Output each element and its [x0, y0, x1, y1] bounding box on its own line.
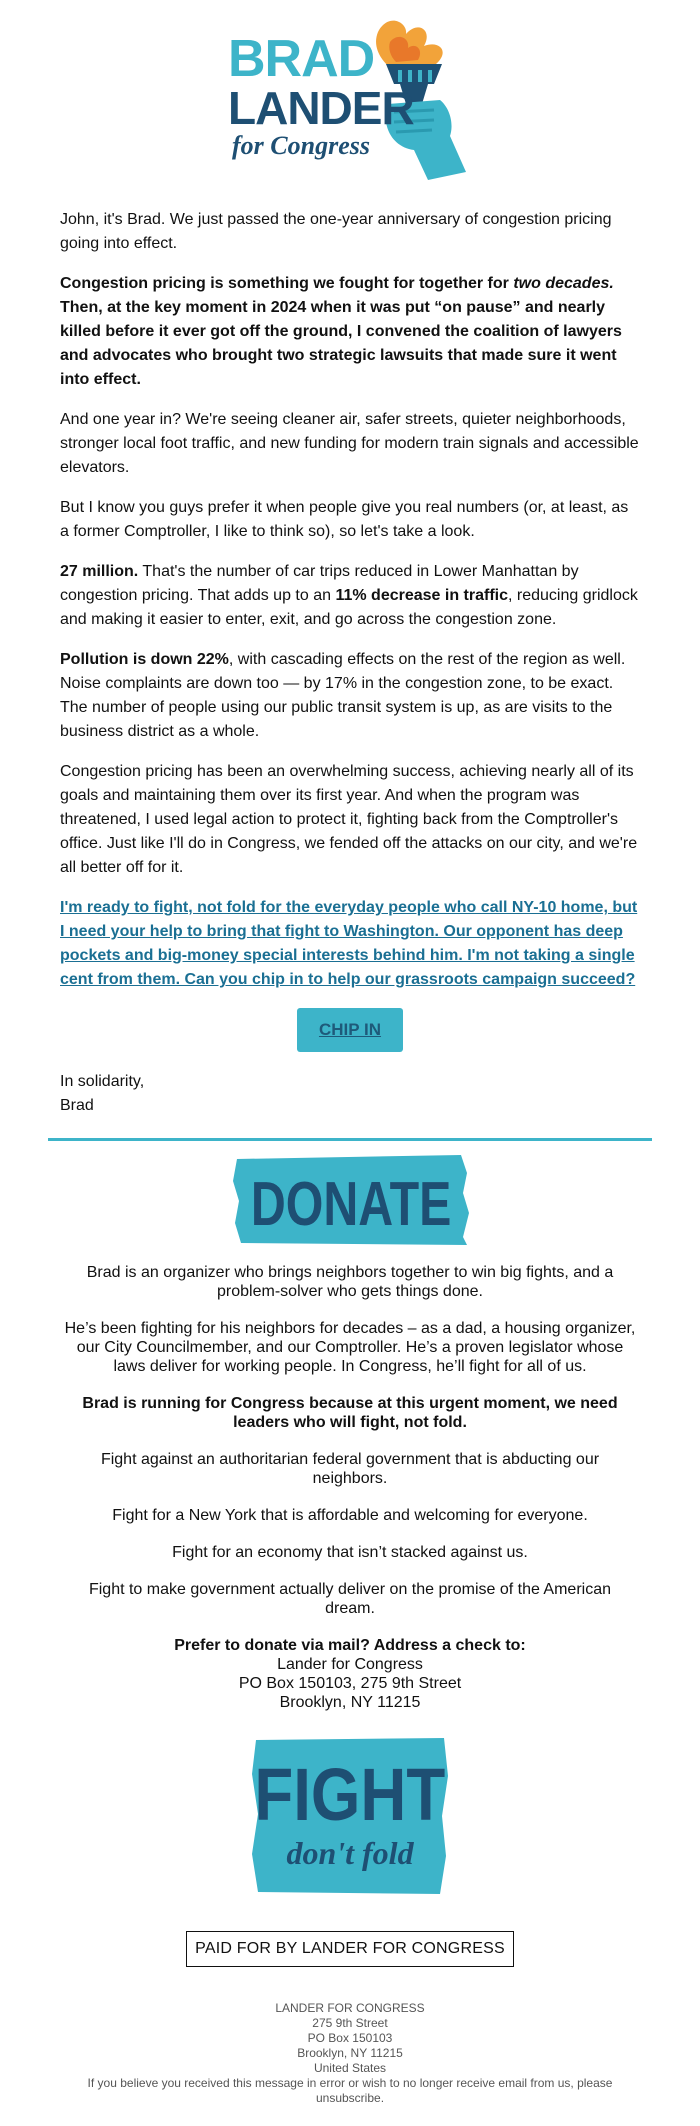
signoff — [0, 1070, 700, 1118]
paragraph-pollution — [60, 648, 640, 744]
text-span: . — [380, 2091, 385, 2105]
text-strong: Pollution is down 22% — [60, 651, 229, 668]
text-strong: 11% decrease in traffic — [335, 587, 508, 604]
paragraph-fought-for — [60, 272, 640, 392]
donate-paragraph-organizer: Brad is an organizer who brings neighbors together to win big fights, and a problem-solver who gets things done. — [86, 1264, 614, 1300]
footer — [0, 2001, 700, 2126]
paid-for-wrap — [0, 1931, 700, 1967]
text-span: , reducing gridlock and making it easier to enter, exit, and go across the congestion zone. — [60, 587, 638, 628]
paragraph-ask — [60, 896, 640, 992]
donate-banner-text: DONATE — [250, 1169, 452, 1239]
logo-line-lander: LANDER — [228, 82, 414, 134]
mail-line-3: Brooklyn, NY 11215 — [279, 1694, 421, 1711]
fight-logo-line-2: don't fold — [286, 1835, 414, 1871]
logo-line-for-congress: for Congress — [232, 131, 370, 160]
brad-lander-logo — [228, 12, 478, 202]
footer-box: PO Box 150103 — [307, 2031, 393, 2045]
fight-dont-fold-logo — [250, 1736, 450, 1896]
donate-paragraph-fight-2: Fight for a New York that is affordable and welcoming for everyone. — [112, 1507, 588, 1524]
donate-paragraph-fighting: He’s been fighting for his neighbors for decades – as a dad, a housing organizer, our City Councilmember, and our Comptroller. He’s a proven legislator whose laws deliver for working people. In Congress, he’ll fight for all of us. — [64, 1320, 636, 1375]
paragraph-intro: John, it's Brad. We just passed the one-year anniversary of congestion pricing going into effect. — [60, 211, 612, 252]
signoff-line: In solidarity, — [60, 1073, 145, 1090]
mail-heading: Prefer to donate via mail? Address a check to: — [174, 1637, 526, 1654]
signoff-name: Brad — [60, 1097, 94, 1114]
donate-ask-link[interactable]: I'm ready to fight, not fold for the everyday people who call NY-10 home, but I need your help to bring that fight to Washington. Our opponent has deep pockets and big-money special interests behind him. I'm not taking a single cent from them. Can you chip in to help our grassroots campaign succeed? — [60, 899, 638, 988]
text-strong: 27 million. — [60, 563, 139, 580]
paragraph-one-year-in: And one year in? We're seeing cleaner air, safer streets, quieter neighborhoods, stronger local foot traffic, and new funding for modern train signals and accessible elevators. — [60, 411, 639, 476]
footer-country: United States — [313, 2061, 387, 2075]
paragraph-success: Congestion pricing has been an overwhelming success, achieving nearly all of its goals and maintaining them over its first year. And when the program was threatened, I used legal action to protect it, fighting back from the Comptroller's office. Just like I'll do in Congress, we fended off the attacks on our city, and we're all better off for it. — [60, 763, 638, 876]
paragraph-real-numbers: But I know you guys prefer it when people give you real numbers (or, at least, as a former Comptroller, I like to think so), so let's take a look. — [60, 499, 629, 540]
text-span: That's the number of car trips reduced in Lower Manhattan by congestion pricing. That adds up to an — [60, 563, 579, 604]
fight-logo-wrap — [0, 1736, 700, 1911]
email-body — [0, 208, 700, 992]
chip-in-wrap — [0, 1008, 700, 1052]
donate-paragraph-fight-4: Fight to make government actually deliver on the promise of the American dream. — [88, 1581, 612, 1617]
footer-city: Brooklyn, NY 11215 — [297, 2046, 403, 2060]
text-span: Congestion pricing is something we fought for together for — [60, 275, 514, 292]
donate-paragraph-running: Brad is running for Congress because at this urgent moment, we need leaders who will fight, not fold. — [82, 1395, 618, 1431]
divider — [48, 1138, 652, 1141]
donate-paragraph-fight-1: Fight against an authoritarian federal government that is abducting our neighbors. — [100, 1451, 600, 1487]
paid-for-disclaimer: PAID FOR BY LANDER FOR CONGRESS — [186, 1931, 514, 1967]
mail-line-1: Lander for Congress — [277, 1656, 423, 1673]
footer-street: 275 9th Street — [312, 2016, 388, 2030]
text-span: , with cascading effects on the rest of the region as well. Noise complaints are down too — by 17% in the congestion zone, to be exact. The number of people using our public transit system is up, as are visits to the business district as a whole. — [60, 651, 626, 740]
unsubscribe-link[interactable]: unsubscribe — [315, 2091, 381, 2105]
header — [0, 0, 700, 208]
fight-logo-line-1: FIGHT — [254, 1753, 446, 1837]
donate-paragraph-fight-3: Fight for an economy that isn’t stacked against us. — [172, 1544, 528, 1561]
mail-address-block — [0, 1636, 700, 1712]
text-span: Then, at the key moment in 2024 when it was put “on pause” and nearly killed before it ever got off the ground, I convened the coalition of lawyers and advocates who brought two strategic lawsuits that made sure it went into effect. — [60, 299, 622, 388]
donate-banner[interactable] — [231, 1153, 471, 1248]
paragraph-27-million — [60, 560, 640, 632]
mail-line-2: PO Box 150103, 275 9th Street — [238, 1675, 462, 1692]
footer-unsubscribe-text — [80, 2076, 620, 2106]
chip-in-button[interactable]: CHIP IN — [297, 1008, 403, 1052]
logo-line-brad: BRAD — [228, 30, 375, 88]
footer-org: LANDER FOR CONGRESS — [275, 2001, 425, 2015]
donate-copy — [0, 1263, 700, 1618]
text-span: If you believe you received this message in error or wish to no longer receive email from us, please — [87, 2076, 613, 2090]
donate-banner-wrap — [0, 1153, 700, 1263]
flame-icon — [376, 21, 443, 66]
text-emphasis: two decades. — [513, 275, 614, 292]
